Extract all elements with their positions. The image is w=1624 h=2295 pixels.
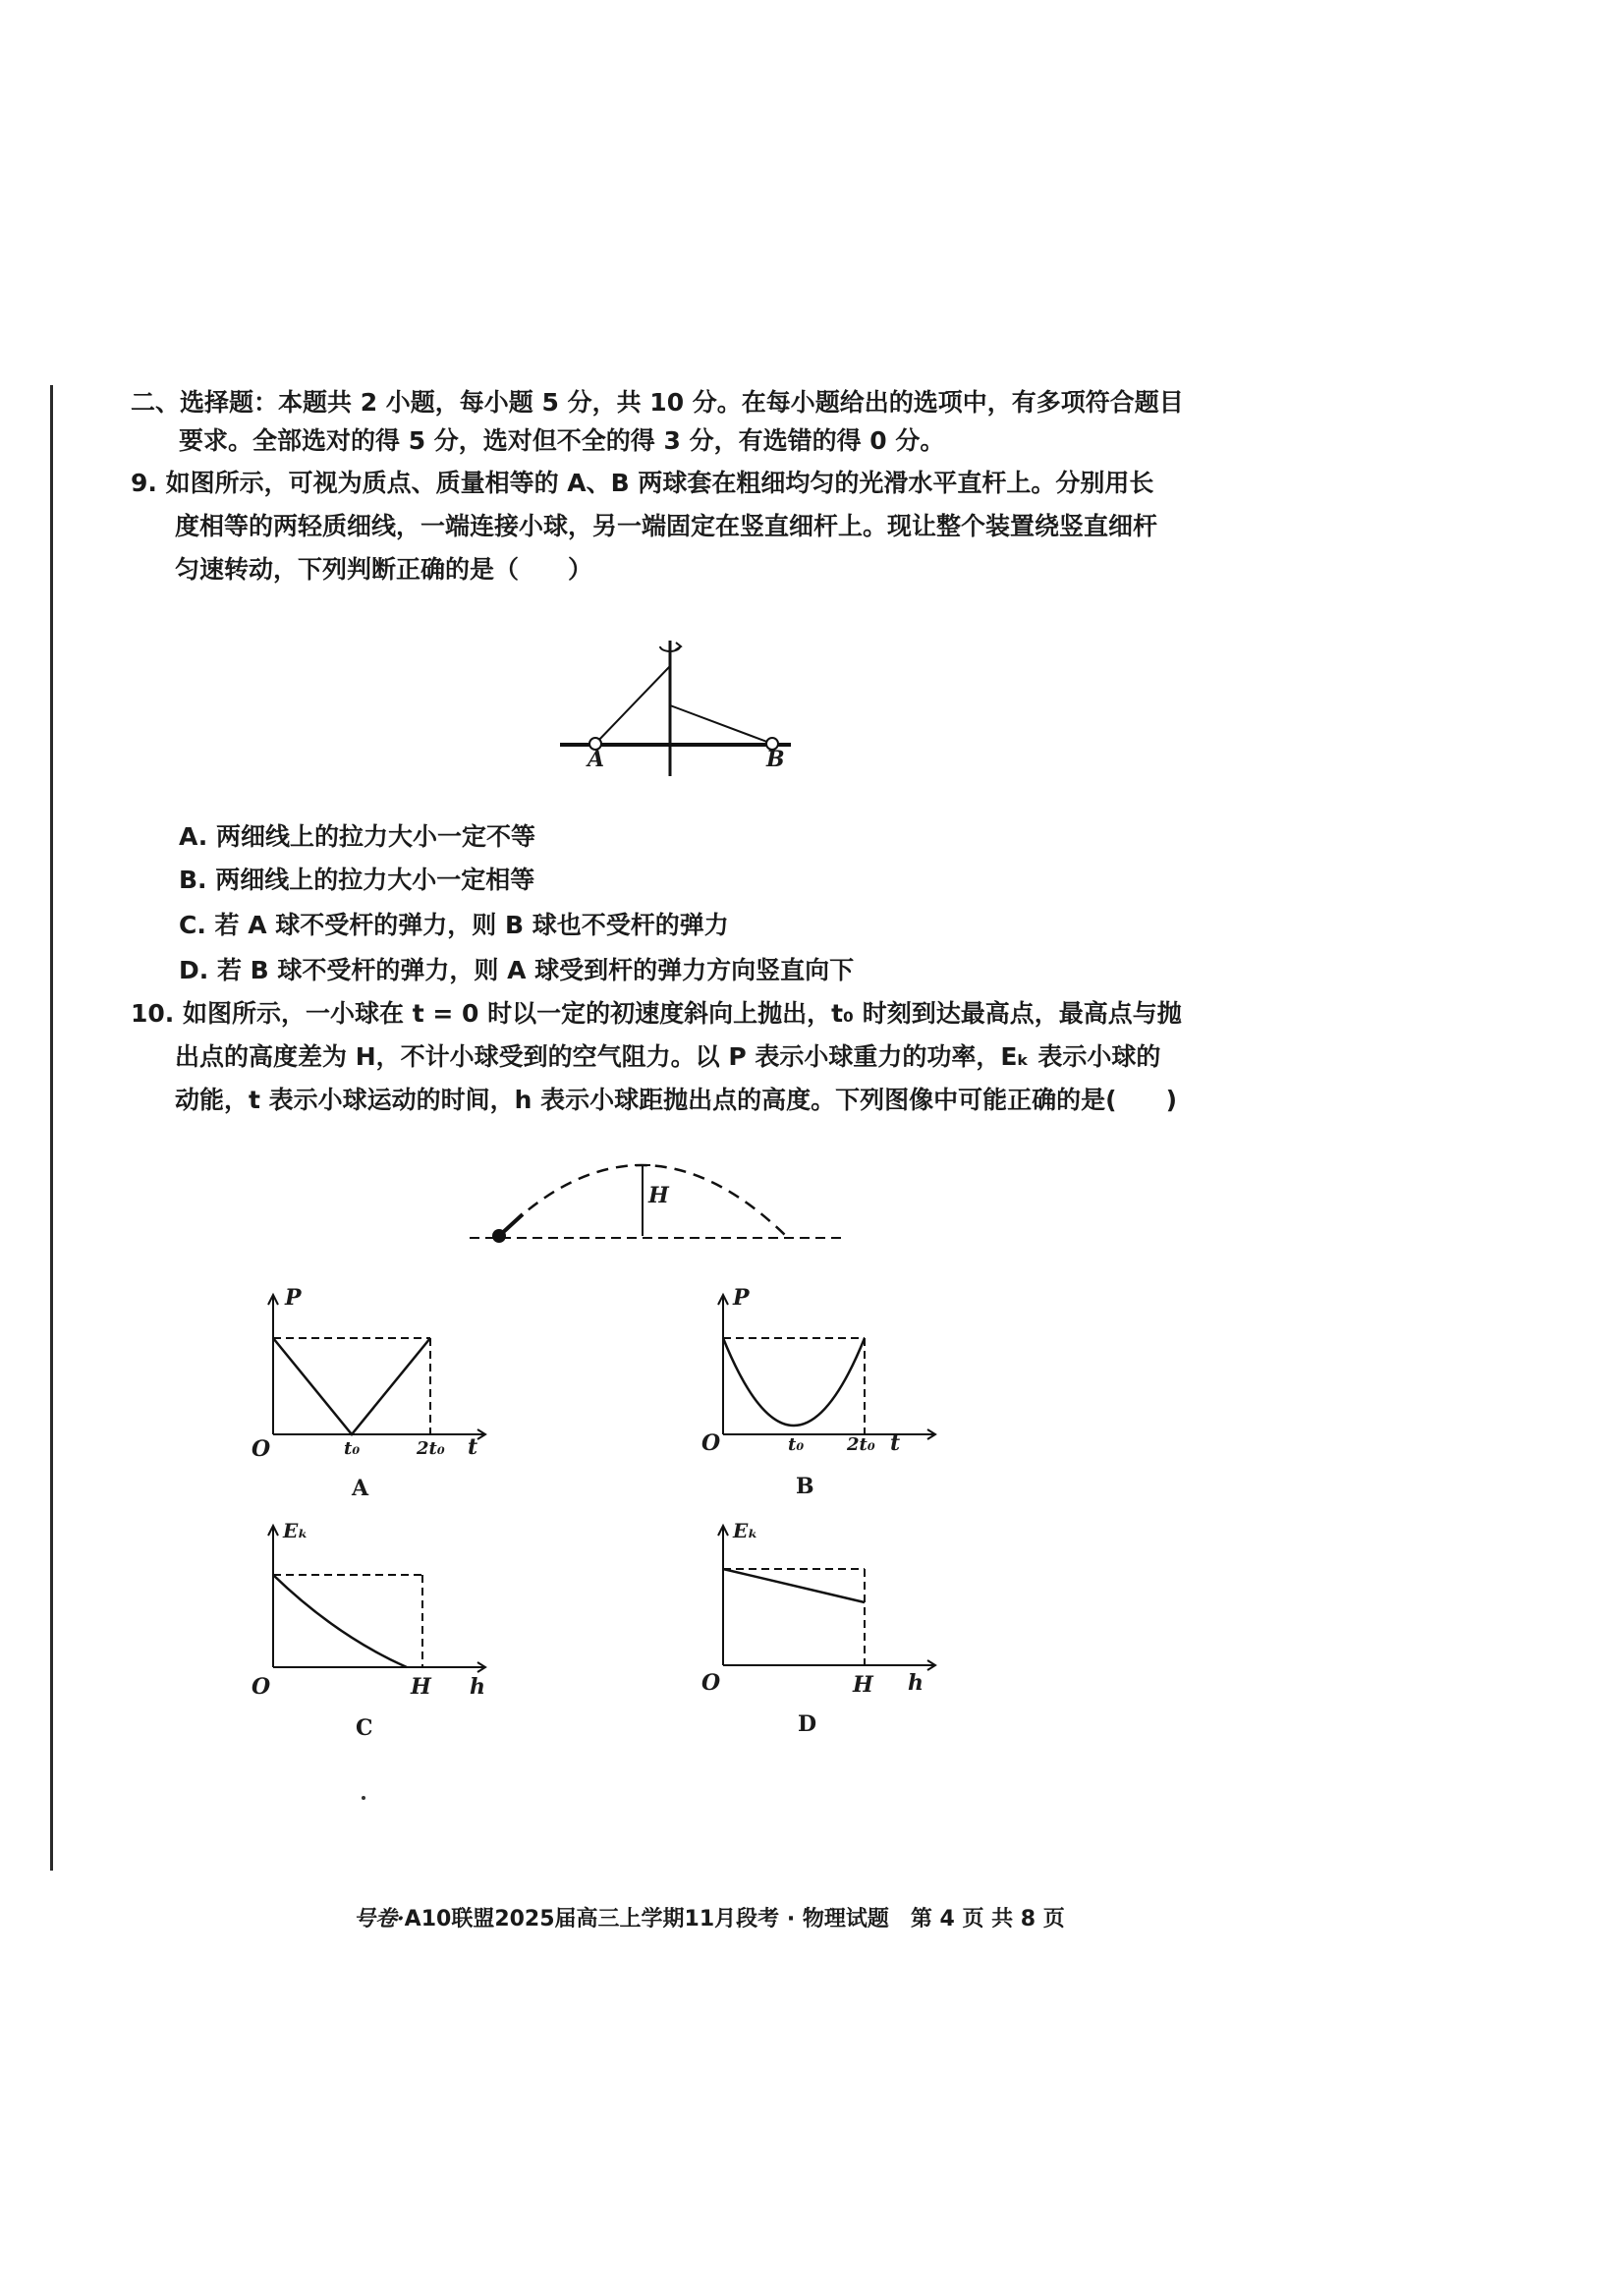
graph-c [257, 1518, 493, 1685]
q9-option-d: D. 若 B 球不受杆的弹力，则 A 球受到杆的弹力方向竖直向下 [179, 956, 855, 984]
graph-c-origin: O [252, 1674, 271, 1700]
q9-option-b: B. 两细线上的拉力大小一定相等 [179, 866, 535, 894]
q9-label-b: B [766, 747, 785, 772]
graph-b-caption: B [796, 1474, 814, 1499]
graph-a-curve [273, 1338, 430, 1434]
graph-d-xlabel: h [908, 1670, 924, 1696]
q10-text-line2: 出点的高度差为 H，不计小球受到的空气阻力。以 P 表示小球重力的功率，Eₖ 表示小球的 [175, 1042, 1161, 1071]
graph-a-tick1: t₀ [344, 1438, 361, 1459]
graph-a-xlabel: t [468, 1434, 478, 1460]
graph-d-tick1: H [853, 1672, 873, 1698]
graph-b-xlabel: t [890, 1430, 901, 1456]
graph-b-tick2: 2t₀ [847, 1434, 875, 1455]
graph-c-caption: C [356, 1715, 373, 1741]
q9-option-a: A. 两细线上的拉力大小一定不等 [179, 822, 536, 851]
section-heading-line2: 要求。全部选对的得 5 分，选对但不全的得 3 分，有选错的得 0 分。 [179, 426, 945, 455]
q9-text-line1: 9. 如图所示，可视为质点、质量相等的 A、B 两球套在粗细均匀的光滑水平直杆上。分别用长 [131, 469, 1154, 497]
q9-text-line2: 度相等的两轻质细线，一端连接小球，另一端固定在竖直细杆上。现让整个装置绕竖直细杆 [175, 512, 1158, 540]
graph-a-tick2: 2t₀ [417, 1438, 445, 1459]
graph-b-tick1: t₀ [788, 1434, 805, 1455]
q9-option-c: C. 若 A 球不受杆的弹力，则 B 球也不受杆的弹力 [179, 911, 729, 939]
string-b [670, 705, 772, 744]
q10-label-h: H [648, 1183, 669, 1208]
graph-d-origin: O [701, 1670, 721, 1696]
graph-b-origin: O [701, 1430, 721, 1456]
q10-text-line1: 10. 如图所示，一小球在 t = 0 时以一定的初速度斜向上抛出，t₀ 时刻到达最高点，最高点与抛 [131, 999, 1182, 1028]
graph-a-caption: A [352, 1476, 369, 1501]
graph-d-ylabel: Eₖ [733, 1519, 758, 1542]
graph-c-ylabel: Eₖ [283, 1519, 308, 1542]
page-margin-line [50, 385, 53, 1871]
graph-c-tick1: H [411, 1674, 431, 1700]
graph-d-caption: D [798, 1711, 817, 1737]
footer-text: A10联盟2025届高三上学期11月段考 · 物理试题 第 4 页 共 8 页 [404, 1907, 1065, 1931]
stray-dot [362, 1796, 365, 1800]
graph-b-ylabel: P [733, 1285, 750, 1311]
graph-a-ylabel: P [285, 1285, 302, 1311]
graph-c-curve [273, 1575, 407, 1667]
page-footer [354, 1902, 1065, 1932]
graph-c-xlabel: h [470, 1674, 485, 1700]
ball [492, 1229, 506, 1243]
graph-d [707, 1518, 943, 1685]
q10-text-line3: 动能，t 表示小球运动的时间，h 表示小球距抛出点的高度。下列图像中可能正确的是( ) [175, 1086, 1178, 1114]
q9-text-line3: 匀速转动，下列判断正确的是（ ） [175, 555, 593, 584]
section-heading-line1: 二、选择题：本题共 2 小题，每小题 5 分，共 10 分。在每小题给出的选项中，有多项符合题目 [131, 388, 1184, 417]
graph-d-line [723, 1569, 865, 1602]
footer-brand: 号卷· [354, 1906, 405, 1931]
graph-b [707, 1287, 943, 1454]
graph-a-origin: O [252, 1436, 271, 1462]
q9-label-a: A [588, 747, 605, 772]
graph-a [257, 1287, 493, 1454]
graph-b-curve [723, 1338, 865, 1426]
string-a [595, 666, 670, 744]
